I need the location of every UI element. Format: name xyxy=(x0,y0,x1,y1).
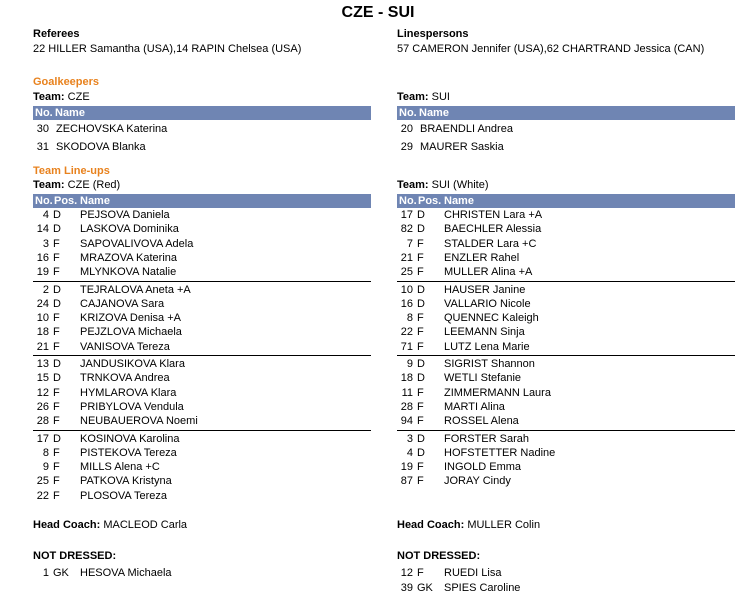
player-name: CHRISTEN Lara +A xyxy=(444,209,543,221)
head-coach-name: MACLEOD Carla xyxy=(103,519,188,531)
player-number: 13 xyxy=(36,358,49,370)
player-name: JORAY Cindy xyxy=(444,475,511,488)
player-name: PRIBYLOVA Vendula xyxy=(80,400,184,413)
player-name: ENZLER Rahel xyxy=(444,251,520,264)
player-number: 16 xyxy=(36,251,49,264)
player-row xyxy=(33,222,371,236)
player-position: D xyxy=(417,432,425,445)
player-name: KOSINOVA Karolina xyxy=(80,432,180,445)
head-coach xyxy=(397,519,540,531)
player-name: MARTI Alina xyxy=(444,400,505,413)
player-number: 18 xyxy=(400,372,413,385)
player-position: D xyxy=(53,209,61,221)
player-number: 8 xyxy=(42,446,49,459)
goalkeepers-header-bar xyxy=(397,106,735,120)
player-number: 21 xyxy=(400,251,413,264)
player-name: MULLER Alina +A xyxy=(444,266,533,279)
player-position: D xyxy=(417,358,425,370)
player-row xyxy=(397,386,735,400)
player-number: 17 xyxy=(36,432,49,445)
player-position: D xyxy=(53,432,61,445)
player-name: BRAENDLI Andrea xyxy=(420,123,513,135)
player-row xyxy=(397,251,735,265)
goalkeeper-row xyxy=(33,140,371,154)
player-row xyxy=(397,414,735,428)
team-label xyxy=(33,179,120,191)
lineups-heading: Team Line-ups xyxy=(33,165,110,177)
player-number: 12 xyxy=(36,386,49,399)
player-number: 15 xyxy=(36,372,49,385)
player-position: F xyxy=(53,475,60,488)
player-name: PLOSOVA Tereza xyxy=(80,489,168,502)
player-row xyxy=(397,283,735,297)
player-number: 1 xyxy=(42,567,49,579)
player-row xyxy=(33,265,371,279)
line-separator xyxy=(397,281,735,282)
line-separator xyxy=(33,430,371,431)
goalkeepers-heading: Goalkeepers xyxy=(33,76,100,88)
player-position: GK xyxy=(417,581,433,594)
player-number: 28 xyxy=(400,400,413,413)
player-name: HESOVA Michaela xyxy=(80,567,172,579)
player-number: 29 xyxy=(400,141,413,153)
player-position: F xyxy=(417,567,424,579)
linespersons-label: Linespersons xyxy=(397,28,469,40)
player-number: 7 xyxy=(406,237,413,250)
player-position: D xyxy=(417,297,425,310)
player-position: F xyxy=(417,340,424,353)
player-row xyxy=(397,265,735,279)
player-position: F xyxy=(53,489,60,502)
player-name: CAJANOVA Sara xyxy=(80,297,165,310)
player-row xyxy=(33,357,371,371)
team-label-prefix: Team: xyxy=(397,179,429,191)
player-number: 26 xyxy=(36,400,49,413)
player-number: 4 xyxy=(406,446,413,459)
player-number: 9 xyxy=(406,358,413,370)
player-row xyxy=(33,340,371,354)
header-name: Name xyxy=(55,107,85,119)
player-name: VANISOVA Tereza xyxy=(80,340,170,353)
player-number: 25 xyxy=(36,475,49,488)
goalkeeper-row xyxy=(33,122,371,136)
player-name: NEUBAUEROVA Noemi xyxy=(80,415,198,428)
lineup-header-bar xyxy=(397,194,735,208)
player-row xyxy=(33,311,371,325)
player-number: 16 xyxy=(400,297,413,310)
player-name: PISTEKOVA Tereza xyxy=(80,446,177,459)
player-name: PEJZLOVA Michaela xyxy=(80,326,182,339)
player-name: PATKOVA Kristyna xyxy=(80,475,172,488)
player-name: HOFSTETTER Nadine xyxy=(444,446,556,459)
player-number: 28 xyxy=(36,415,49,428)
player-name: SAPOVALIVOVA Adela xyxy=(80,237,194,250)
team-label-prefix: Team: xyxy=(397,91,429,103)
player-number: 12 xyxy=(400,567,413,579)
player-name: TEJRALOVA Aneta +A xyxy=(80,283,191,296)
player-number: 19 xyxy=(36,266,49,279)
linespersons-value: 57 CAMERON Jennifer (USA),62 CHARTRAND Jessica (CAN) xyxy=(397,43,705,55)
team-name: CZE xyxy=(67,91,90,103)
player-number: 25 xyxy=(400,266,413,279)
header-name: Name xyxy=(444,195,474,207)
player-row xyxy=(33,386,371,400)
player-position: F xyxy=(53,400,60,413)
player-row xyxy=(33,489,371,503)
not-dressed-row xyxy=(397,566,735,580)
player-position: F xyxy=(53,326,60,339)
line-separator xyxy=(33,355,371,356)
player-row xyxy=(33,446,371,460)
player-position: F xyxy=(417,266,424,279)
head-coach xyxy=(33,519,187,531)
player-row xyxy=(397,432,735,446)
team-label-prefix: Team: xyxy=(33,179,65,191)
head-coach-label: Head Coach: xyxy=(397,519,465,531)
player-name: VALLARIO Nicole xyxy=(444,297,531,310)
header-no: No. xyxy=(35,107,53,119)
header-pos: Pos. xyxy=(418,195,442,207)
player-name: SPIES Caroline xyxy=(444,581,521,594)
player-name: TRNKOVA Andrea xyxy=(80,372,170,385)
player-number: 10 xyxy=(36,312,49,325)
header-no: No. xyxy=(399,195,417,207)
goalkeepers-header-bar xyxy=(33,106,371,120)
player-position: F xyxy=(53,415,60,428)
player-name: FORSTER Sarah xyxy=(444,432,529,445)
player-number: 11 xyxy=(401,386,413,399)
player-position: D xyxy=(417,283,425,296)
player-position: F xyxy=(417,237,424,250)
game-title: CZE - SUI xyxy=(341,4,415,21)
player-number: 10 xyxy=(400,283,413,296)
player-row xyxy=(33,432,371,446)
player-name: MLYNKOVA Natalie xyxy=(80,266,177,279)
player-position: F xyxy=(53,312,60,325)
player-row xyxy=(33,297,371,311)
player-row xyxy=(33,460,371,474)
player-name: INGOLD Emma xyxy=(444,461,522,474)
player-row xyxy=(397,446,735,460)
player-row xyxy=(33,414,371,428)
referees-label: Referees xyxy=(33,28,80,40)
not-dressed-row xyxy=(33,566,371,580)
player-position: F xyxy=(53,340,60,353)
player-number: 9 xyxy=(42,461,49,474)
player-position: GK xyxy=(53,567,69,579)
player-position: F xyxy=(417,326,424,339)
header-no: No. xyxy=(399,107,417,119)
team-name: SUI (White) xyxy=(431,179,489,191)
player-name: MRAZOVA Katerina xyxy=(80,251,177,264)
not-dressed-label: NOT DRESSED: xyxy=(397,550,481,562)
player-number: 8 xyxy=(406,312,413,325)
referees-value: 22 HILLER Samantha (USA),14 RAPIN Chelsea (USA) xyxy=(33,43,302,55)
player-position: F xyxy=(53,251,60,264)
player-number: 4 xyxy=(42,209,49,221)
player-row xyxy=(33,474,371,488)
player-position: D xyxy=(53,297,61,310)
player-position: D xyxy=(53,283,61,296)
player-position: D xyxy=(417,209,425,221)
player-name: BAECHLER Alessia xyxy=(444,223,542,236)
player-row xyxy=(397,237,735,251)
player-position: F xyxy=(53,446,60,459)
player-row xyxy=(397,460,735,474)
player-name: HAUSER Janine xyxy=(444,283,526,296)
goalkeeper-row xyxy=(397,122,735,136)
not-dressed-row xyxy=(397,581,735,595)
player-name: JANDUSIKOVA Klara xyxy=(80,358,185,370)
team-name: CZE (Red) xyxy=(67,179,121,191)
player-number: 2 xyxy=(42,283,49,296)
player-row xyxy=(33,237,371,251)
player-row xyxy=(397,400,735,414)
player-name: LEEMANN Sinja xyxy=(444,326,525,339)
player-name: WETLI Stefanie xyxy=(444,372,522,385)
player-position: D xyxy=(53,358,61,370)
team-label xyxy=(397,91,450,103)
team-label xyxy=(33,91,90,103)
player-name: KRIZOVA Denisa +A xyxy=(80,312,181,325)
player-number: 17 xyxy=(400,209,413,221)
player-name: MILLS Alena +C xyxy=(80,461,160,474)
player-name: PEJSOVA Daniela xyxy=(80,209,170,221)
player-position: F xyxy=(417,312,424,325)
player-row xyxy=(397,222,735,236)
head-coach-name: MULLER Colin xyxy=(467,519,541,531)
player-position: F xyxy=(417,251,424,264)
team-name: SUI xyxy=(431,91,450,103)
player-position: F xyxy=(53,386,60,399)
player-name: ROSSEL Alena xyxy=(444,415,519,428)
goalkeeper-row xyxy=(397,140,735,154)
player-row xyxy=(397,297,735,311)
player-name: LUTZ Lena Marie xyxy=(444,340,530,353)
line-separator xyxy=(397,430,735,431)
player-row xyxy=(33,208,371,222)
header-name: Name xyxy=(419,107,449,119)
player-position: F xyxy=(417,386,424,399)
lineup-header-bar xyxy=(33,194,371,208)
player-row xyxy=(397,357,735,371)
player-row xyxy=(33,283,371,297)
player-position: D xyxy=(417,446,425,459)
team-label xyxy=(397,179,489,191)
player-row xyxy=(397,371,735,385)
header-no: No. xyxy=(35,195,53,207)
player-name: STALDER Lara +C xyxy=(444,237,537,250)
player-name: SIGRIST Shannon xyxy=(444,358,535,370)
player-position: D xyxy=(417,372,425,385)
player-number: 71 xyxy=(400,340,413,353)
player-name: LASKOVA Dominika xyxy=(80,223,179,236)
player-position: F xyxy=(417,475,424,488)
player-number: 20 xyxy=(400,123,413,135)
player-number: 18 xyxy=(36,326,49,339)
player-row xyxy=(397,311,735,325)
player-number: 31 xyxy=(36,141,49,153)
player-position: D xyxy=(53,223,61,236)
player-position: F xyxy=(417,415,424,428)
team-label-prefix: Team: xyxy=(33,91,65,103)
player-row xyxy=(397,340,735,354)
player-number: 3 xyxy=(42,237,49,250)
player-position: D xyxy=(417,223,425,236)
player-number: 30 xyxy=(36,123,49,135)
player-name: ZECHOVSKA Katerina xyxy=(56,123,168,135)
player-number: 39 xyxy=(400,581,413,594)
player-number: 94 xyxy=(400,415,413,428)
player-number: 24 xyxy=(36,297,49,310)
player-number: 19 xyxy=(400,461,413,474)
header-name: Name xyxy=(80,195,110,207)
player-number: 3 xyxy=(406,432,413,445)
player-row xyxy=(397,208,735,222)
player-row xyxy=(397,325,735,339)
line-separator xyxy=(33,281,371,282)
player-number: 21 xyxy=(36,340,49,353)
player-name: RUEDI Lisa xyxy=(444,567,502,579)
player-row xyxy=(33,251,371,265)
line-separator xyxy=(397,355,735,356)
player-row xyxy=(33,371,371,385)
player-position: F xyxy=(53,461,60,474)
player-position: F xyxy=(53,266,60,279)
player-position: F xyxy=(417,400,424,413)
not-dressed-label: NOT DRESSED: xyxy=(33,550,117,562)
player-name: HYMLAROVA Klara xyxy=(80,386,177,399)
player-row xyxy=(33,325,371,339)
player-name: ZIMMERMANN Laura xyxy=(444,386,551,399)
header-pos: Pos. xyxy=(54,195,78,207)
player-row xyxy=(397,474,735,488)
player-number: 14 xyxy=(36,223,49,236)
player-number: 22 xyxy=(400,326,413,339)
player-row xyxy=(33,400,371,414)
player-position: D xyxy=(53,372,61,385)
player-position: F xyxy=(53,237,60,250)
player-name: MAURER Saskia xyxy=(420,141,504,153)
player-name: SKODOVA Blanka xyxy=(56,141,146,153)
player-number: 22 xyxy=(36,489,49,502)
head-coach-label: Head Coach: xyxy=(33,519,101,531)
player-name: QUENNEC Kaleigh xyxy=(444,312,539,325)
player-position: F xyxy=(417,461,424,474)
player-number: 82 xyxy=(400,223,413,236)
player-number: 87 xyxy=(400,475,413,488)
